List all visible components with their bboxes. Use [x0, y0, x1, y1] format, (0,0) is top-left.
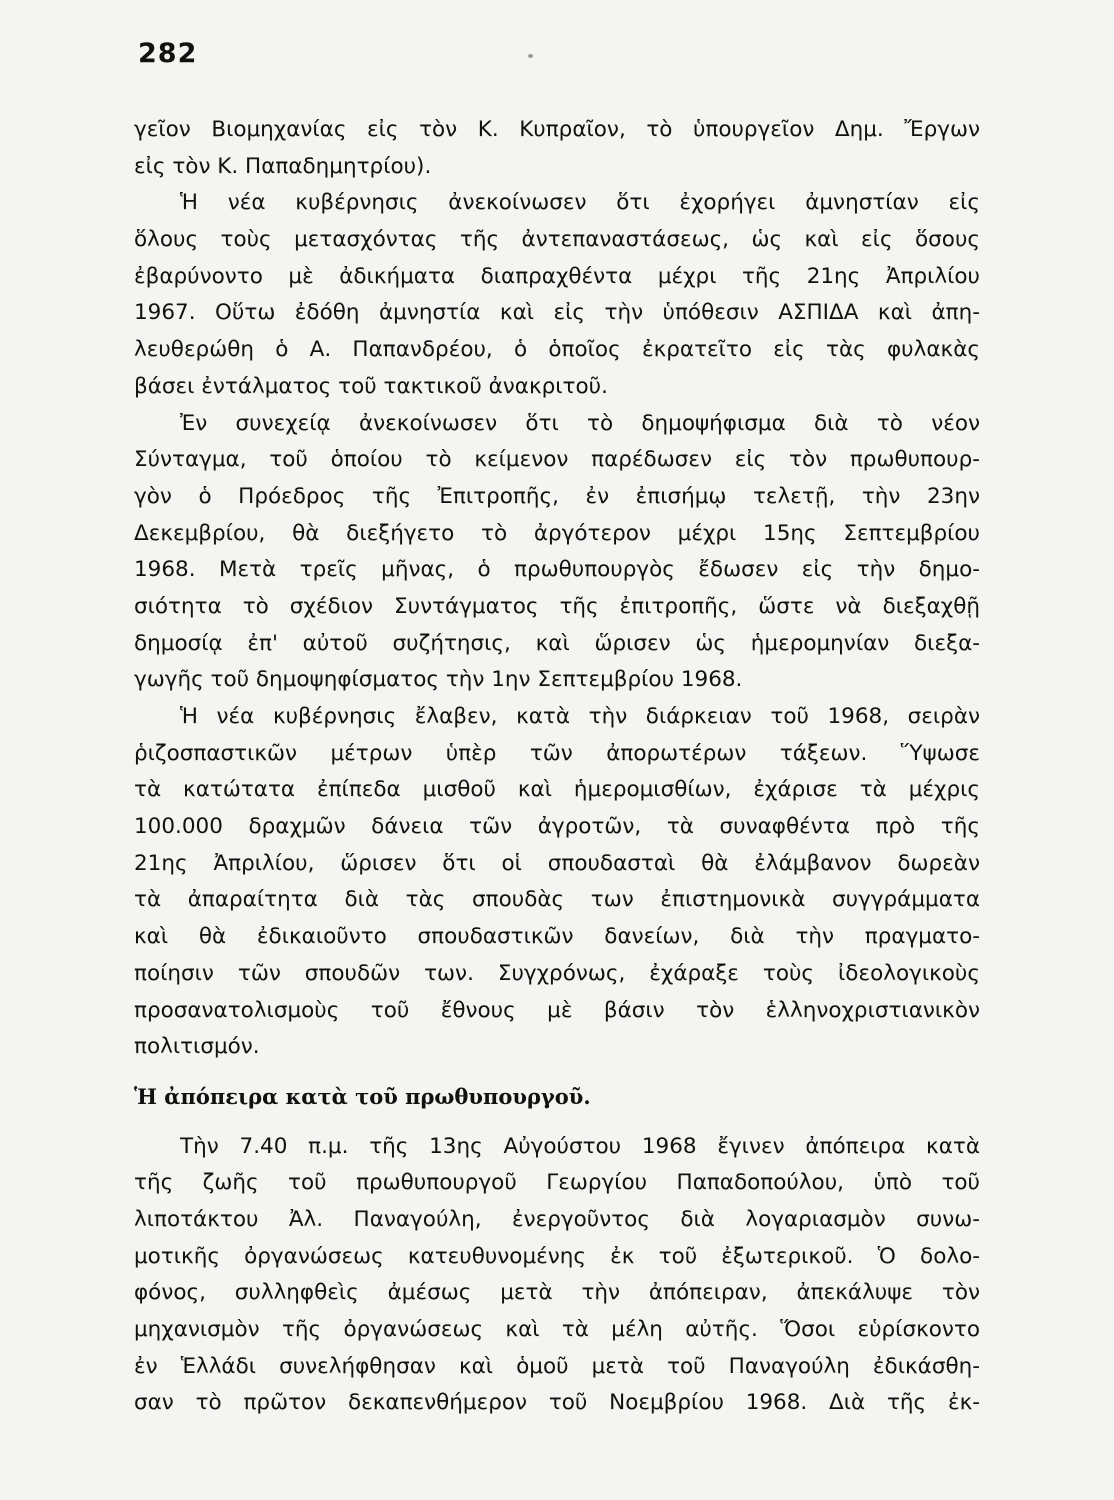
text-line: γὸν ὁ Πρόεδρος τῆς Ἐπιτροπῆς, ἐν ἐπισήμῳ τελετῇ, τὴν 23ην: [134, 483, 980, 509]
text-line: ῥιζοσπαστικῶν μέτρων ὑπὲρ τῶν ἀπορωτέρων τάξεων. Ὕψωσε: [134, 740, 980, 766]
text-line: δημοσίᾳ ἐπ' αὐτοῦ συζήτησις, καὶ ὥρισεν ὡς ἡμερομηνίαν διεξα-: [134, 630, 980, 656]
text-line: λευθερώθη ὁ Α. Παπανδρέου, ὁ ὁποῖος ἐκρατεῖτο εἰς τὰς φυλακὰς: [134, 337, 980, 363]
text-line: 21ης Ἀπριλίου, ὥρισεν ὅτι οἱ σπουδασταὶ θὰ ἐλάμβανον δωρεὰν: [134, 850, 980, 876]
section-heading: Ἡ ἀπόπειρα κατὰ τοῦ πρωθυπουργοῦ.: [134, 1083, 591, 1109]
text-line: 100.000 δραχμῶν δάνεια τῶν ἀγροτῶν, τὰ συναφθέντα πρὸ τῆς: [134, 814, 980, 840]
text-line: ποίησιν τῶν σπουδῶν των. Συγχρόνως, ἐχάραξε τοὺς ἰδεολογικοὺς: [134, 960, 980, 986]
text-line: τῆς ζωῆς τοῦ πρωθυπουργοῦ Γεωργίου Παπαδοπούλου, ὑπὸ τοῦ: [134, 1170, 980, 1196]
text-line: βάσει ἐντάλματος τοῦ τακτικοῦ ἀνακριτοῦ.: [134, 373, 608, 399]
text-line: γωγῆς τοῦ δημοψηφίσματος τὴν 1ην Σεπτεμβρίου 1968.: [134, 667, 743, 693]
text-line: τὰ κατώτατα ἐπίπεδα μισθοῦ καὶ ἡμερομισθίων, ἐχάρισε τὰ μέχρις: [134, 777, 980, 803]
text-line: ἐβαρύνοντο μὲ ἀδικήματα διαπραχθέντα μέχρι τῆς 21ης Ἀπριλίου: [134, 263, 980, 289]
text-line: Ἡ νέα κυβέρνησις ἔλαβεν, κατὰ τὴν διάρκειαν τοῦ 1968, σειρὰν: [180, 704, 980, 729]
body-text: [134, 112, 980, 1422]
text-line: Σύνταγμα, τοῦ ὁποίου τὸ κείμενον παρέδωσεν εἰς τὸν πρωθυπουρ-: [134, 447, 980, 473]
text-line: ἐν Ἑλλάδι συνελήφθησαν καὶ ὁμοῦ μετὰ τοῦ Παναγούλη ἐδικάσθη-: [134, 1353, 980, 1379]
text-line: εἰς τὸν Κ. Παπαδημητρίου).: [134, 153, 432, 179]
text-line: γεῖον Βιομηχανίας εἰς τὸν Κ. Κυπραῖον, τὸ ὑπουργεῖον Δημ. Ἔργων: [134, 117, 980, 142]
text-line: μοτικῆς ὀργανώσεως κατευθυνομένης ἐκ τοῦ ἐξωτερικοῦ. Ὁ δολο-: [134, 1243, 980, 1269]
paragraph-5: [134, 1129, 980, 1423]
text-line: σιότητα τὸ σχέδιον Συντάγματος τῆς ἐπιτροπῆς, ὥστε νὰ διεξαχθῇ: [134, 593, 980, 619]
text-line: πολιτισμόν.: [134, 1034, 260, 1060]
text-line: σαν τὸ πρῶτον δεκαπενθήμερον τοῦ Νοεμβρίου 1968. Διὰ τῆς ἐκ-: [134, 1390, 980, 1416]
text-line: τὰ ἀπαραίτητα διὰ τὰς σπουδὰς των ἐπιστημονικὰ συγγράμματα: [134, 887, 980, 913]
text-line: ὅλους τοὺς μετασχόντας τῆς ἀντεπαναστάσεως, ὡς καὶ εἰς ὅσους: [134, 227, 980, 253]
text-line: 1967. Οὕτω ἐδόθη ἀμνηστία καὶ εἰς τὴν ὑπόθεσιν ΑΣΠΙΔΑ καὶ ἀπη-: [134, 300, 980, 326]
paragraph-2: [134, 185, 980, 405]
text-line: 1968. Μετὰ τρεῖς μῆνας, ὁ πρωθυπουργὸς ἔδωσεν εἰς τὴν δημο-: [134, 557, 980, 583]
text-line: Ἐν συνεχείᾳ ἀνεκοίνωσεν ὅτι τὸ δημοψήφισμα διὰ τὸ νέον: [180, 410, 980, 436]
text-line: Δεκεμβρίου, θὰ διεξήγετο τὸ ἀργότερον μέχρι 15ης Σεπτεμβρίου: [134, 520, 980, 546]
scan-speck: [528, 54, 533, 58]
paragraph-4: [134, 699, 980, 1066]
text-line: καὶ θὰ ἐδικαιοῦντο σπουδαστικῶν δανείων, διὰ τὴν πραγματο-: [134, 924, 980, 950]
paragraph-3: [134, 406, 980, 700]
text-line: Τὴν 7.40 π.μ. τῆς 13ης Αὐγούστου 1968 ἔγινεν ἀπόπειρα κατὰ: [180, 1133, 980, 1159]
text-line: Ἡ νέα κυβέρνησις ἀνεκοίνωσεν ὅτι ἐχορήγει ἀμνηστίαν εἰς: [180, 190, 980, 216]
text-line: φόνος, συλληφθεὶς ἀμέσως μετὰ τὴν ἀπόπειραν, ἀπεκάλυψε τὸν: [134, 1280, 980, 1306]
text-line: μηχανισμὸν τῆς ὀργανώσεως καὶ τὰ μέλη αὐτῆς. Ὅσοι εὑρίσκοντο: [134, 1317, 980, 1342]
page-number: 282: [138, 38, 198, 69]
paragraph-1: [134, 112, 980, 185]
text-line: λιποτάκτου Ἀλ. Παναγούλη, ἐνεργοῦντος διὰ λογαριασμὸν συνω-: [134, 1206, 980, 1232]
text-line: προσανατολισμοὺς τοῦ ἔθνους μὲ βάσιν τὸν ἑλληνοχριστιανικὸν: [134, 997, 980, 1023]
